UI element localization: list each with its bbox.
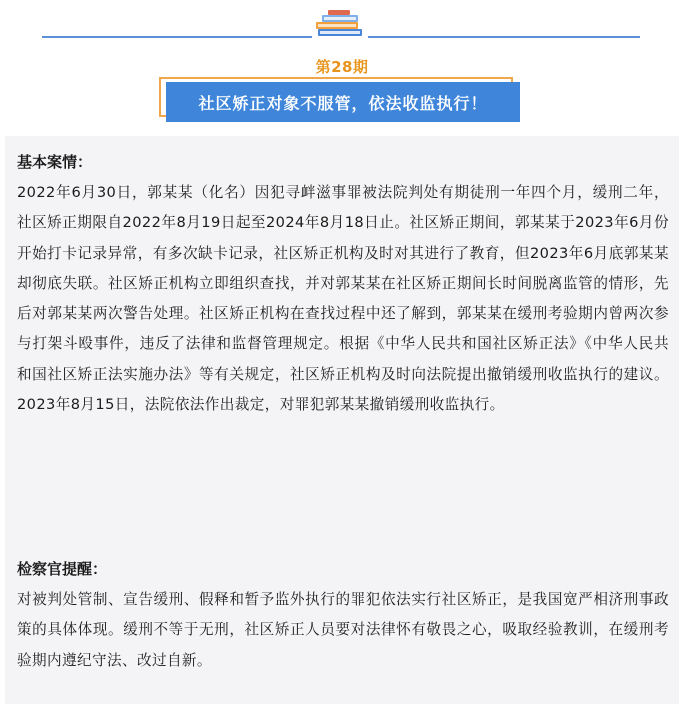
- issue-number: 第28期: [315, 58, 369, 76]
- case-heading: 基本案情：: [17, 153, 93, 171]
- case-body: 2022年6月30日，郭某某（化名）因犯寻衅滋事罪被法院判处有期徒刑一年四个月，缓刑二年，社区矫正期限自2022年8月19日起至2024年8月18日止。社区矫正期间，郭某某于2023年6月份开始打卡记录异常，有多次缺卡记录，社区矫正机构及时对其进行了教育，但2023年6月底郭某某却彻底失联。社区矫正机构立即组织查找，并对郭某某在社区矫正期间长时间脱离监管的情形，先后对郭某某两次警告处理。社区矫正机构在查找过程中还了解到，郭某某在缓刑考验期内曾两次参与打架斗殴事件，违反了法律和监督管理规定。根据《中华人民共和国社区矫正法》《中华人民共和国社区矫正法实施办法》等有关规定，社区矫正机构及时向法院提出撤销缓刑收监执行的建议。2023年8月15日，法院依法作出裁定，对罪犯郭某某撤销缓刑收监执行。: [17, 184, 669, 414]
- case-section: [17, 152, 669, 420]
- prosecutor-body: 对被判处管制、宣告缓刑、假释和暂予监外执行的罪犯依法实行社区矫正，是我国宽严相济刑事政策的具体体现。缓刑不等于无刑，社区矫正人员要对法律怀有敬畏之心，吸取经验教训，在缓刑考验期内遵纪守法、改过自新。: [17, 591, 669, 669]
- title-banner-box: [166, 82, 520, 122]
- prosecutor-section: [17, 559, 669, 676]
- content-panel: [5, 136, 679, 704]
- stacked-books-icon: [312, 8, 368, 38]
- title-banner: [159, 77, 523, 127]
- article-title: 社区矫正对象不服管，依法收监执行！: [198, 93, 488, 113]
- prosecutor-heading: 检察官提醒：: [17, 560, 108, 578]
